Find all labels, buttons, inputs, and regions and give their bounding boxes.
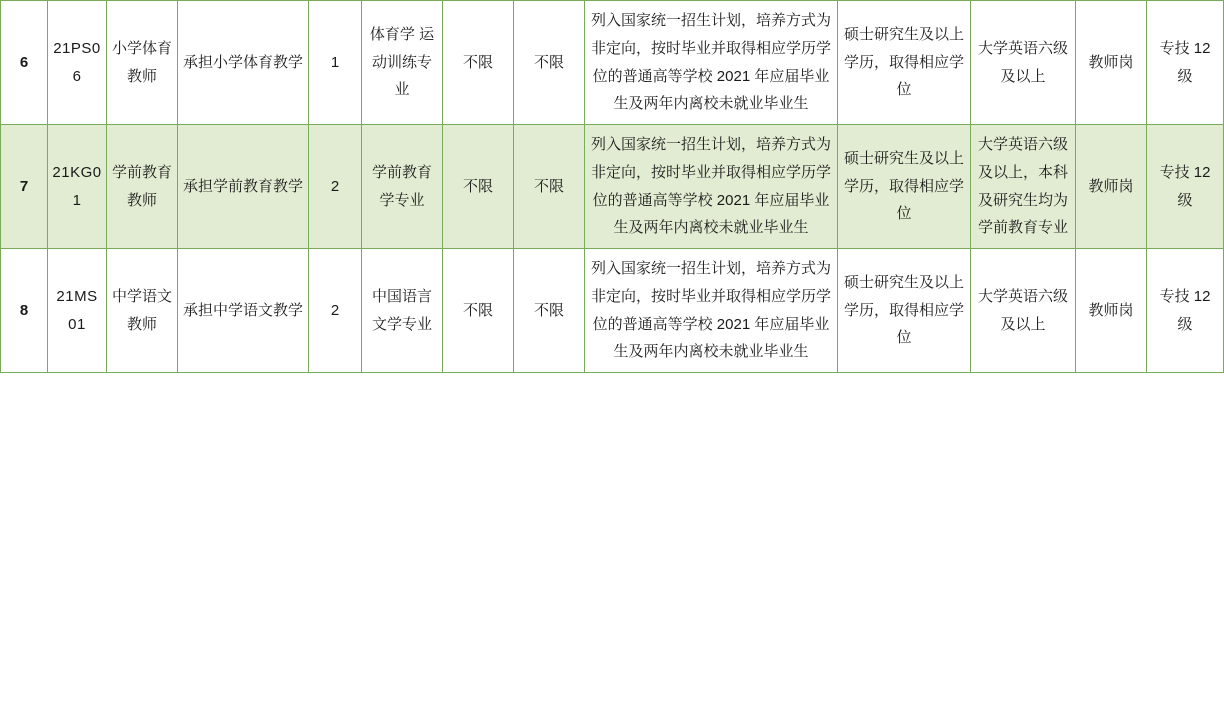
post-code: 21MS01: [48, 249, 107, 373]
row-number: 7: [1, 125, 48, 249]
required-major: 中国语言文学专业: [362, 249, 443, 373]
education-requirement: 硕士研究生及以上学历，取得相应学位: [838, 249, 971, 373]
table-row: [1, 1, 1224, 125]
post-type: 教师岗: [1076, 249, 1147, 373]
post-code: 21KG01: [48, 125, 107, 249]
other-requirement: 列入国家统一招生计划，培养方式为非定向，按时毕业并取得相应学历学位的普通高等学校 2021 年应届毕业生及两年内离校未就业毕业生: [585, 1, 838, 125]
post-level: 专技 12 级: [1147, 125, 1224, 249]
required-degree: 不限: [443, 249, 514, 373]
recruit-count: 2: [309, 125, 362, 249]
post-type: 教师岗: [1076, 1, 1147, 125]
english-requirement: 大学英语六级及以上: [971, 249, 1076, 373]
post-name: 学前教育教师: [107, 125, 178, 249]
post-duty: 承担学前教育教学: [178, 125, 309, 249]
english-requirement: 大学英语六级及以上: [971, 1, 1076, 125]
post-level: 专技 12 级: [1147, 249, 1224, 373]
required-degree: 不限: [443, 125, 514, 249]
post-name: 中学语文教师: [107, 249, 178, 373]
table-row: [1, 249, 1224, 373]
other-requirement: 列入国家统一招生计划，培养方式为非定向，按时毕业并取得相应学历学位的普通高等学校 2021 年应届毕业生及两年内离校未就业毕业生: [585, 249, 838, 373]
post-duty: 承担中学语文教学: [178, 249, 309, 373]
recruit-count: 1: [309, 1, 362, 125]
post-duty: 承担小学体育教学: [178, 1, 309, 125]
table-row: [1, 125, 1224, 249]
row-number: 8: [1, 249, 48, 373]
education-requirement: 硕士研究生及以上学历，取得相应学位: [838, 1, 971, 125]
recruit-count: 2: [309, 249, 362, 373]
post-type: 教师岗: [1076, 125, 1147, 249]
required-title: 不限: [514, 249, 585, 373]
post-level: 专技 12 级: [1147, 1, 1224, 125]
english-requirement: 大学英语六级及以上，本科及研究生均为学前教育专业: [971, 125, 1076, 249]
required-major: 体育学 运动训练专业: [362, 1, 443, 125]
required-major: 学前教育学专业: [362, 125, 443, 249]
education-requirement: 硕士研究生及以上学历，取得相应学位: [838, 125, 971, 249]
post-code: 21PS06: [48, 1, 107, 125]
required-degree: 不限: [443, 1, 514, 125]
other-requirement: 列入国家统一招生计划，培养方式为非定向，按时毕业并取得相应学历学位的普通高等学校 2021 年应届毕业生及两年内离校未就业毕业生: [585, 125, 838, 249]
row-number: 6: [1, 1, 48, 125]
required-title: 不限: [514, 125, 585, 249]
post-name: 小学体育教师: [107, 1, 178, 125]
required-title: 不限: [514, 1, 585, 125]
